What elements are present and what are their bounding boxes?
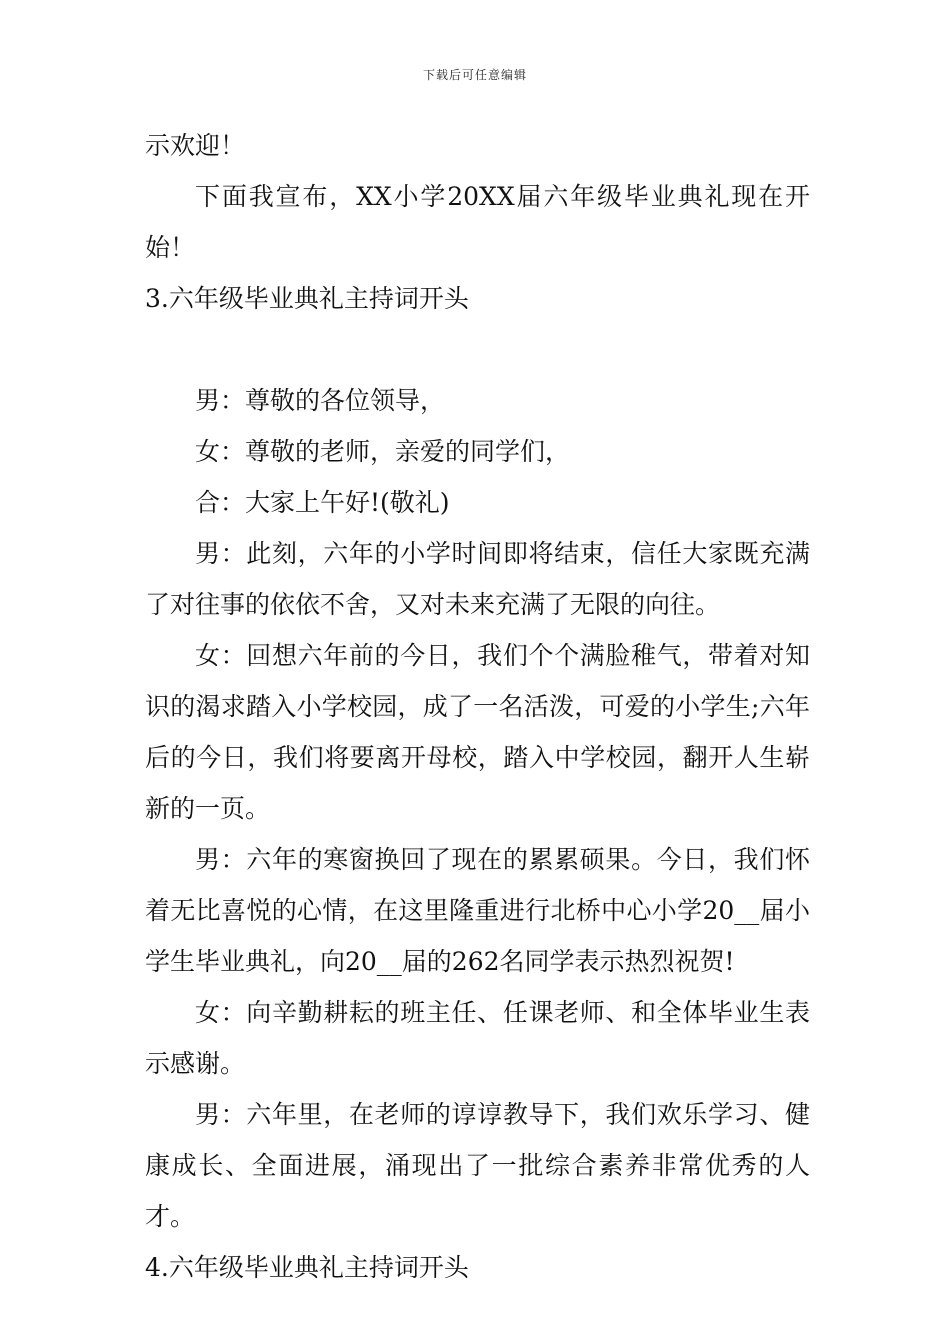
dialogue-line: 男：六年的寒窗换回了现在的累累硕果。今日，我们怀着无比喜悦的心情，在这里隆重进行北桥中心小学20__届小学生毕业典礼，向20__届的262名同学表示热烈祝贺! — [145, 845, 810, 976]
section-3-title: 3.六年级毕业典礼主持词开头 — [145, 284, 469, 313]
document-body — [145, 120, 810, 1293]
blank-line — [145, 324, 810, 375]
dialogue-line: 女：回想六年前的今日，我们个个满脸稚气，带着对知识的渴求踏入小学校园，成了一名活泼，可爱的小学生;六年后的今日，我们将要离开母校，踏入中学校园，翻开人生崭新的一页。 — [145, 641, 810, 823]
paragraph-announce: 下面我宣布，XX小学20XX届六年级毕业典礼现在开始！ — [145, 182, 810, 262]
dialogue-line: 男：六年里，在老师的谆谆教导下，我们欢乐学习、健康成长、全面进展，涌现出了一批综合素养非常优秀的人才。 — [145, 1100, 810, 1231]
dialogue-line: 男：此刻，六年的小学时间即将结束，信任大家既充满了对往事的依依不舍，又对未来充满了无限的向往。 — [145, 539, 810, 619]
section-4-title: 4.六年级毕业典礼主持词开头 — [145, 1253, 469, 1282]
dialogue-line: 男：尊敬的各位领导， — [195, 386, 446, 415]
paragraph-continuation: 示欢迎！ — [145, 131, 246, 160]
header-note: 下载后可任意编辑 — [422, 68, 527, 82]
dialogue-line: 女：向辛勤耕耘的班主任、任课老师、和全体毕业生表示感谢。 — [145, 998, 810, 1078]
dialogue-line: 合：大家上午好!(敬礼) — [195, 488, 450, 517]
dialogue-line: 女：尊敬的老师，亲爱的同学们， — [195, 437, 571, 466]
